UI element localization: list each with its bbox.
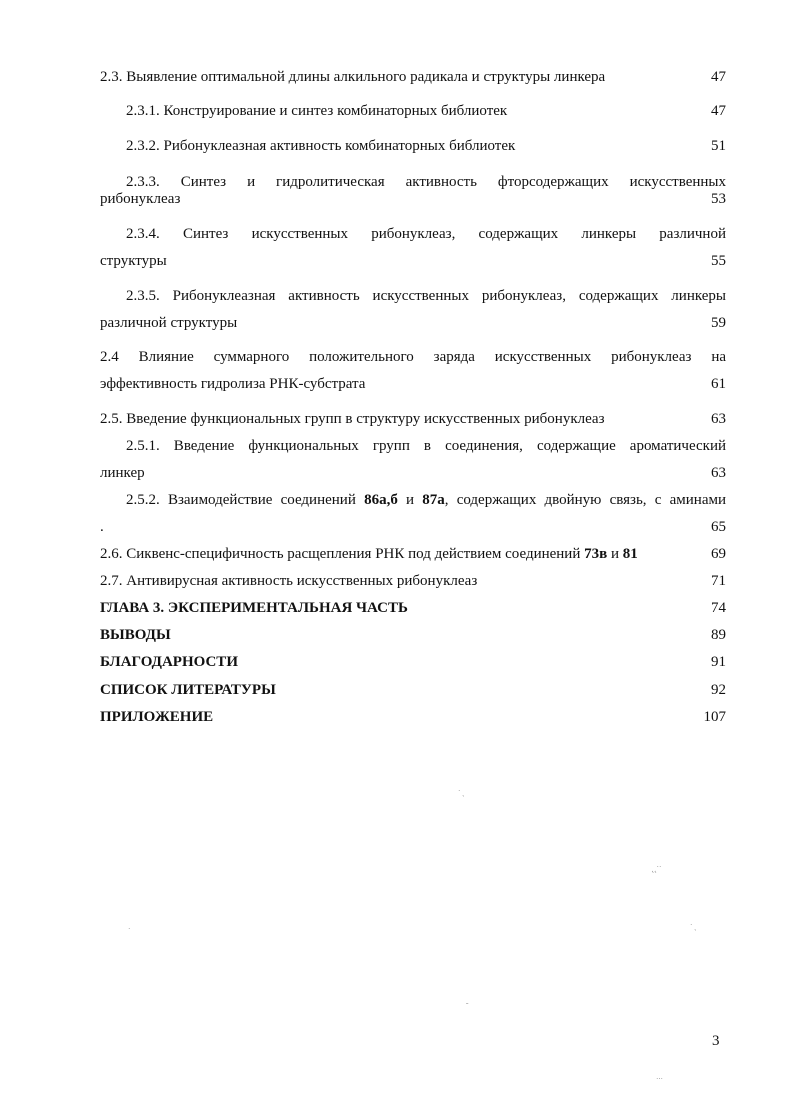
toc-entry-page: 59: [711, 315, 726, 331]
toc-entry-page: 65: [711, 519, 726, 535]
toc-entry-page: 89: [711, 627, 726, 643]
toc-entry[interactable]: [100, 289, 726, 331]
toc-entry-page: 53: [711, 191, 726, 207]
toc-entry-title-line1: 2.3.4. Синтез искусственных рибонуклеаз, содержащих линкеры различной: [126, 226, 726, 242]
toc-entry-title-line1: 2.3.3. Синтез и гидролитическая активность фторсодержащих искусственных: [126, 174, 726, 190]
compound-label: 81: [622, 546, 638, 562]
toc-entry[interactable]: [100, 350, 726, 392]
toc-entry-title-pre: 2.5.2. Взаимодействие соединений: [126, 492, 365, 508]
toc-entry-title-line2: структуры: [100, 253, 167, 269]
toc-entry-title-post: , содержащих двойную связь, с аминами: [444, 492, 726, 508]
toc-entry-page: 61: [711, 376, 726, 392]
toc-entry-title: БЛАГОДАРНОСТИ: [100, 654, 238, 670]
toc-entry-title-line1: 2.3.5. Рибонуклеазная активность искусственных рибонуклеаз, содержащих линкеры: [126, 288, 726, 304]
toc-entry-title: ГЛАВА 3. ЭКСПЕРИМЕНТАЛЬНАЯ ЧАСТЬ: [100, 600, 408, 616]
toc-entry-title: 2.3.1. Конструирование и синтез комбинаторных библиотек: [126, 103, 508, 119]
scan-speck: ˙ ˎ: [690, 923, 697, 931]
compound-label: 87а: [422, 492, 445, 508]
toc-entry-title-mid: и: [397, 492, 423, 508]
toc-entry-title-line1: [100, 493, 726, 508]
toc-entry-title-line2: линкер: [100, 465, 145, 481]
scan-speck: ˗: [466, 999, 469, 1007]
toc-entry-page: 63: [711, 465, 726, 481]
toc-entry-title: ПРИЛОЖЕНИЕ: [100, 709, 214, 725]
toc-entry-page: 47: [711, 69, 726, 85]
toc-entry-title: 2.5. Введение функциональных групп в структуру искусственных рибонуклеаз: [100, 411, 605, 427]
toc-entry-page: 51: [711, 138, 726, 154]
toc-entry-page: 69: [711, 546, 726, 562]
toc-entry-title: 2.3.2. Рибонуклеазная активность комбинаторных библиотек: [126, 138, 516, 154]
scan-speck: ˙ ˎ: [458, 789, 465, 797]
toc-entry-page: 63: [711, 411, 726, 427]
toc-entry-page: 92: [711, 682, 726, 698]
toc-entry[interactable]: [100, 493, 726, 535]
toc-entry-page: 91: [711, 654, 726, 670]
compound-label: 73в: [584, 546, 608, 562]
toc-entry[interactable]: [100, 227, 726, 269]
toc-entry-title-mid: и: [607, 546, 623, 562]
toc-entry-title: [100, 547, 638, 562]
toc-entry[interactable]: [100, 439, 726, 481]
scan-speck: ˛˛˙˙: [652, 865, 662, 873]
compound-label: 86а,б: [364, 492, 398, 508]
toc-entry-page: 47: [711, 103, 726, 119]
toc-entry-title: 2.3. Выявление оптимальной длины алкильного радикала и структуры линкера: [100, 69, 606, 85]
toc-entry-page: 55: [711, 253, 726, 269]
toc-entry-title: 2.7. Антивирусная активность искусственных рибонуклеаз: [100, 573, 478, 589]
scan-speck: ˙: [128, 927, 131, 935]
toc-entry-title-line1: 2.4 Влияние суммарного положительного заряда искусственных рибонуклеаз на: [100, 349, 726, 365]
toc-entry-title-line2: различной структуры: [100, 315, 238, 331]
toc-entry-title: СПИСОК ЛИТЕРАТУРЫ: [100, 682, 276, 698]
toc-entry-page: 107: [703, 709, 726, 725]
toc-entry-title-line2: рибонуклеаз: [100, 191, 181, 207]
page-number: 3: [712, 1033, 720, 1049]
toc-entry-title-line1: 2.5.1. Введение функциональных групп в соединения, содержащие ароматический: [126, 438, 726, 454]
toc-entry-title-pre: 2.6. Сиквенс-специфичность расщепления РНК под действием соединений: [100, 546, 585, 562]
toc-entry-title-line2: эффективность гидролиза РНК-субстрата: [100, 376, 366, 392]
toc-entry-title-line2: .: [100, 519, 104, 535]
toc-entry-page: 71: [711, 573, 726, 589]
toc-entry-title: ВЫВОДЫ: [100, 627, 171, 643]
toc-entry[interactable]: [100, 175, 726, 207]
scan-speck: ˙˙˙: [656, 1077, 663, 1085]
toc-entry-page: 74: [711, 600, 726, 616]
